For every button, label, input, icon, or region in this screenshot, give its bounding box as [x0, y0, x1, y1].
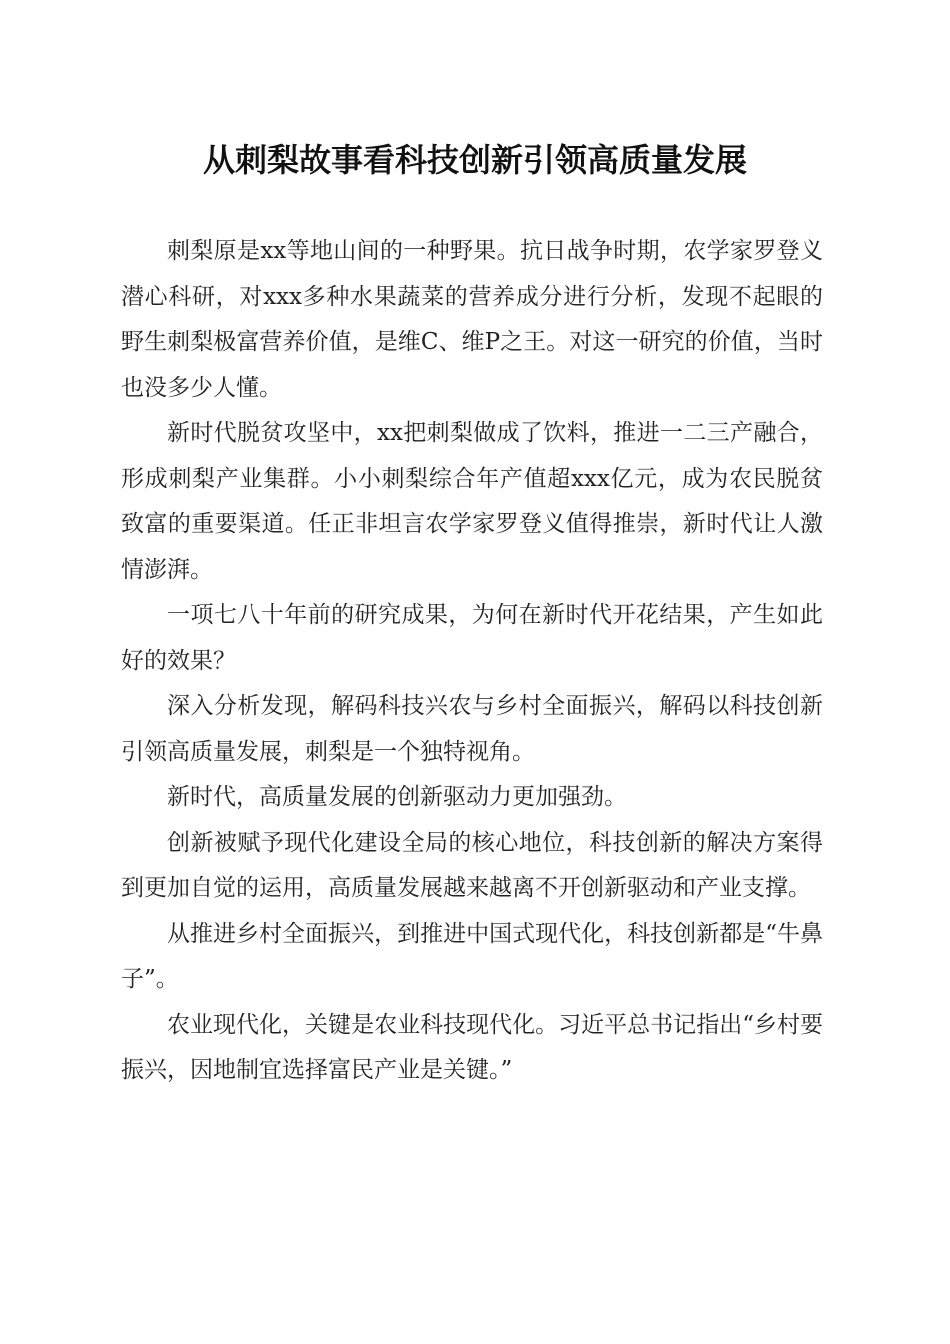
paragraph: 农业现代化，关键是农业科技现代化。习近平总书记指出“乡村要振兴，因地制宜选择富民产业是关键。”	[121, 1011, 823, 1083]
paragraph: 一项七八十年前的研究成果，为何在新时代开花结果，产生如此好的效果？	[121, 602, 823, 674]
document-body	[121, 229, 823, 1094]
paragraph: 深入分析发现，解码科技兴农与乡村全面振兴，解码以科技创新引领高质量发展，刺梨是一个独特视角。	[121, 693, 823, 765]
document-title: 从刺梨故事看科技创新引领高质量发展	[202, 141, 747, 179]
paragraph: 刺梨原是xx等地山间的一种野果。抗日战争时期，农学家罗登义潜心科研，对xxx多种水果蔬菜的营养成分进行分析，发现不起眼的野生刺梨极富营养价值，是维C、维P之王。对这一研究的价值，当时也没多少人懂。	[121, 238, 823, 401]
paragraph: 新时代脱贫攻坚中，xx把刺梨做成了饮料，推进一二三产融合，形成刺梨产业集群。小小刺梨综合年产值超xxx亿元，成为农民脱贫致富的重要渠道。任正非坦言农学家罗登义值得推崇，新时代让人激情澎湃。	[121, 420, 823, 583]
paragraph: 从推进乡村全面振兴，到推进中国式现代化，科技创新都是“牛鼻子”。	[121, 920, 823, 992]
paragraph: 新时代，高质量发展的创新驱动力更加强劲。	[167, 784, 627, 810]
paragraph: 创新被赋予现代化建设全局的核心地位，科技创新的解决方案得到更加自觉的运用，高质量发展越来越离不开创新驱动和产业支撑。	[121, 829, 823, 901]
